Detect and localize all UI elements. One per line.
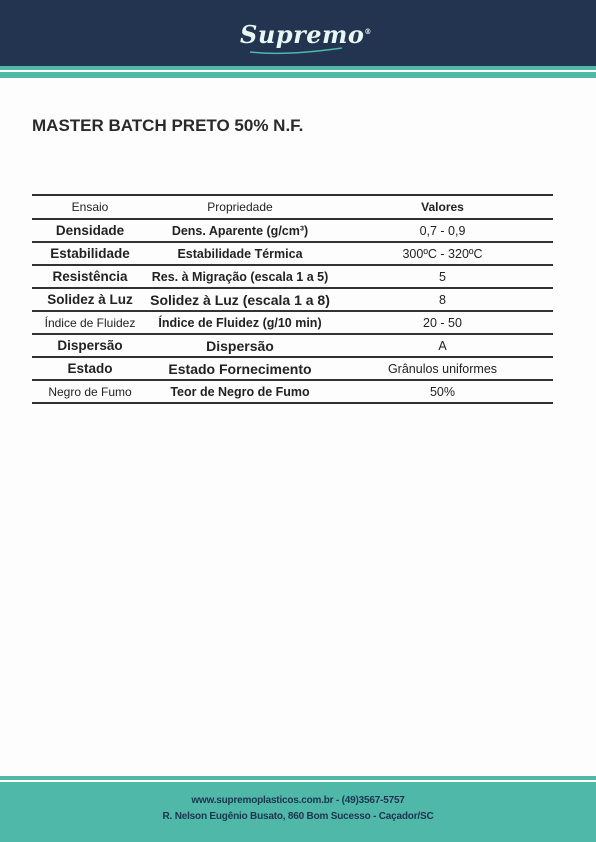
table-row	[32, 219, 553, 242]
column-header-propriedade: Propriedade	[148, 195, 332, 219]
footer-contact: www.supremoplasticos.com.br - (49)3567-5757	[191, 795, 405, 806]
table-row	[32, 311, 553, 334]
cell-valor: 50%	[332, 380, 553, 403]
cell-propriedade: Teor de Negro de Fumo	[148, 380, 332, 403]
cell-ensaio: Estado	[32, 357, 148, 380]
table-header-row	[32, 195, 553, 219]
cell-propriedade: Estado Fornecimento	[148, 357, 332, 380]
cell-ensaio: Densidade	[32, 219, 148, 242]
cell-ensaio: Dispersão	[32, 334, 148, 357]
column-header-valores: Valores	[332, 195, 553, 219]
header-accent-stripe-lower	[0, 72, 596, 78]
document-title: MASTER BATCH PRETO 50% N.F.	[32, 116, 304, 135]
logo-text: Supremo	[240, 20, 365, 49]
cell-propriedade: Solidez à Luz (escala 1 a 8)	[148, 288, 332, 311]
cell-propriedade: Estabilidade Térmica	[148, 242, 332, 265]
cell-valor: Grânulos uniformes	[332, 357, 553, 380]
footer-address: R. Nelson Eugênio Busato, 860 Bom Sucesso - Caçador/SC	[162, 811, 434, 822]
cell-propriedade: Res. à Migração (escala 1 a 5)	[148, 265, 332, 288]
properties-table	[32, 194, 553, 404]
column-header-ensaio: Ensaio	[32, 195, 148, 219]
table-row	[32, 265, 553, 288]
cell-ensaio: Solidez à Luz	[32, 288, 148, 311]
cell-valor: A	[332, 334, 553, 357]
registered-mark: ®	[364, 27, 372, 36]
cell-propriedade: Dens. Aparente (g/cm³)	[148, 219, 332, 242]
table-row	[32, 334, 553, 357]
table-row	[32, 288, 553, 311]
cell-ensaio: Negro de Fumo	[32, 380, 148, 403]
cell-ensaio: Índice de Fluidez	[32, 311, 148, 334]
table-row	[32, 242, 553, 265]
cell-valor: 20 - 50	[332, 311, 553, 334]
cell-ensaio: Resistência	[32, 265, 148, 288]
cell-propriedade: Dispersão	[148, 334, 332, 357]
cell-ensaio: Estabilidade	[32, 242, 148, 265]
cell-valor: 0,7 - 0,9	[332, 219, 553, 242]
cell-valor: 5	[332, 265, 553, 288]
table-row	[32, 357, 553, 380]
table-row	[32, 380, 553, 403]
cell-propriedade: Índice de Fluidez (g/10 min)	[148, 311, 332, 334]
cell-valor: 8	[332, 288, 553, 311]
logo-swoosh-icon	[246, 44, 346, 56]
cell-valor: 300ºC - 320ºC	[332, 242, 553, 265]
